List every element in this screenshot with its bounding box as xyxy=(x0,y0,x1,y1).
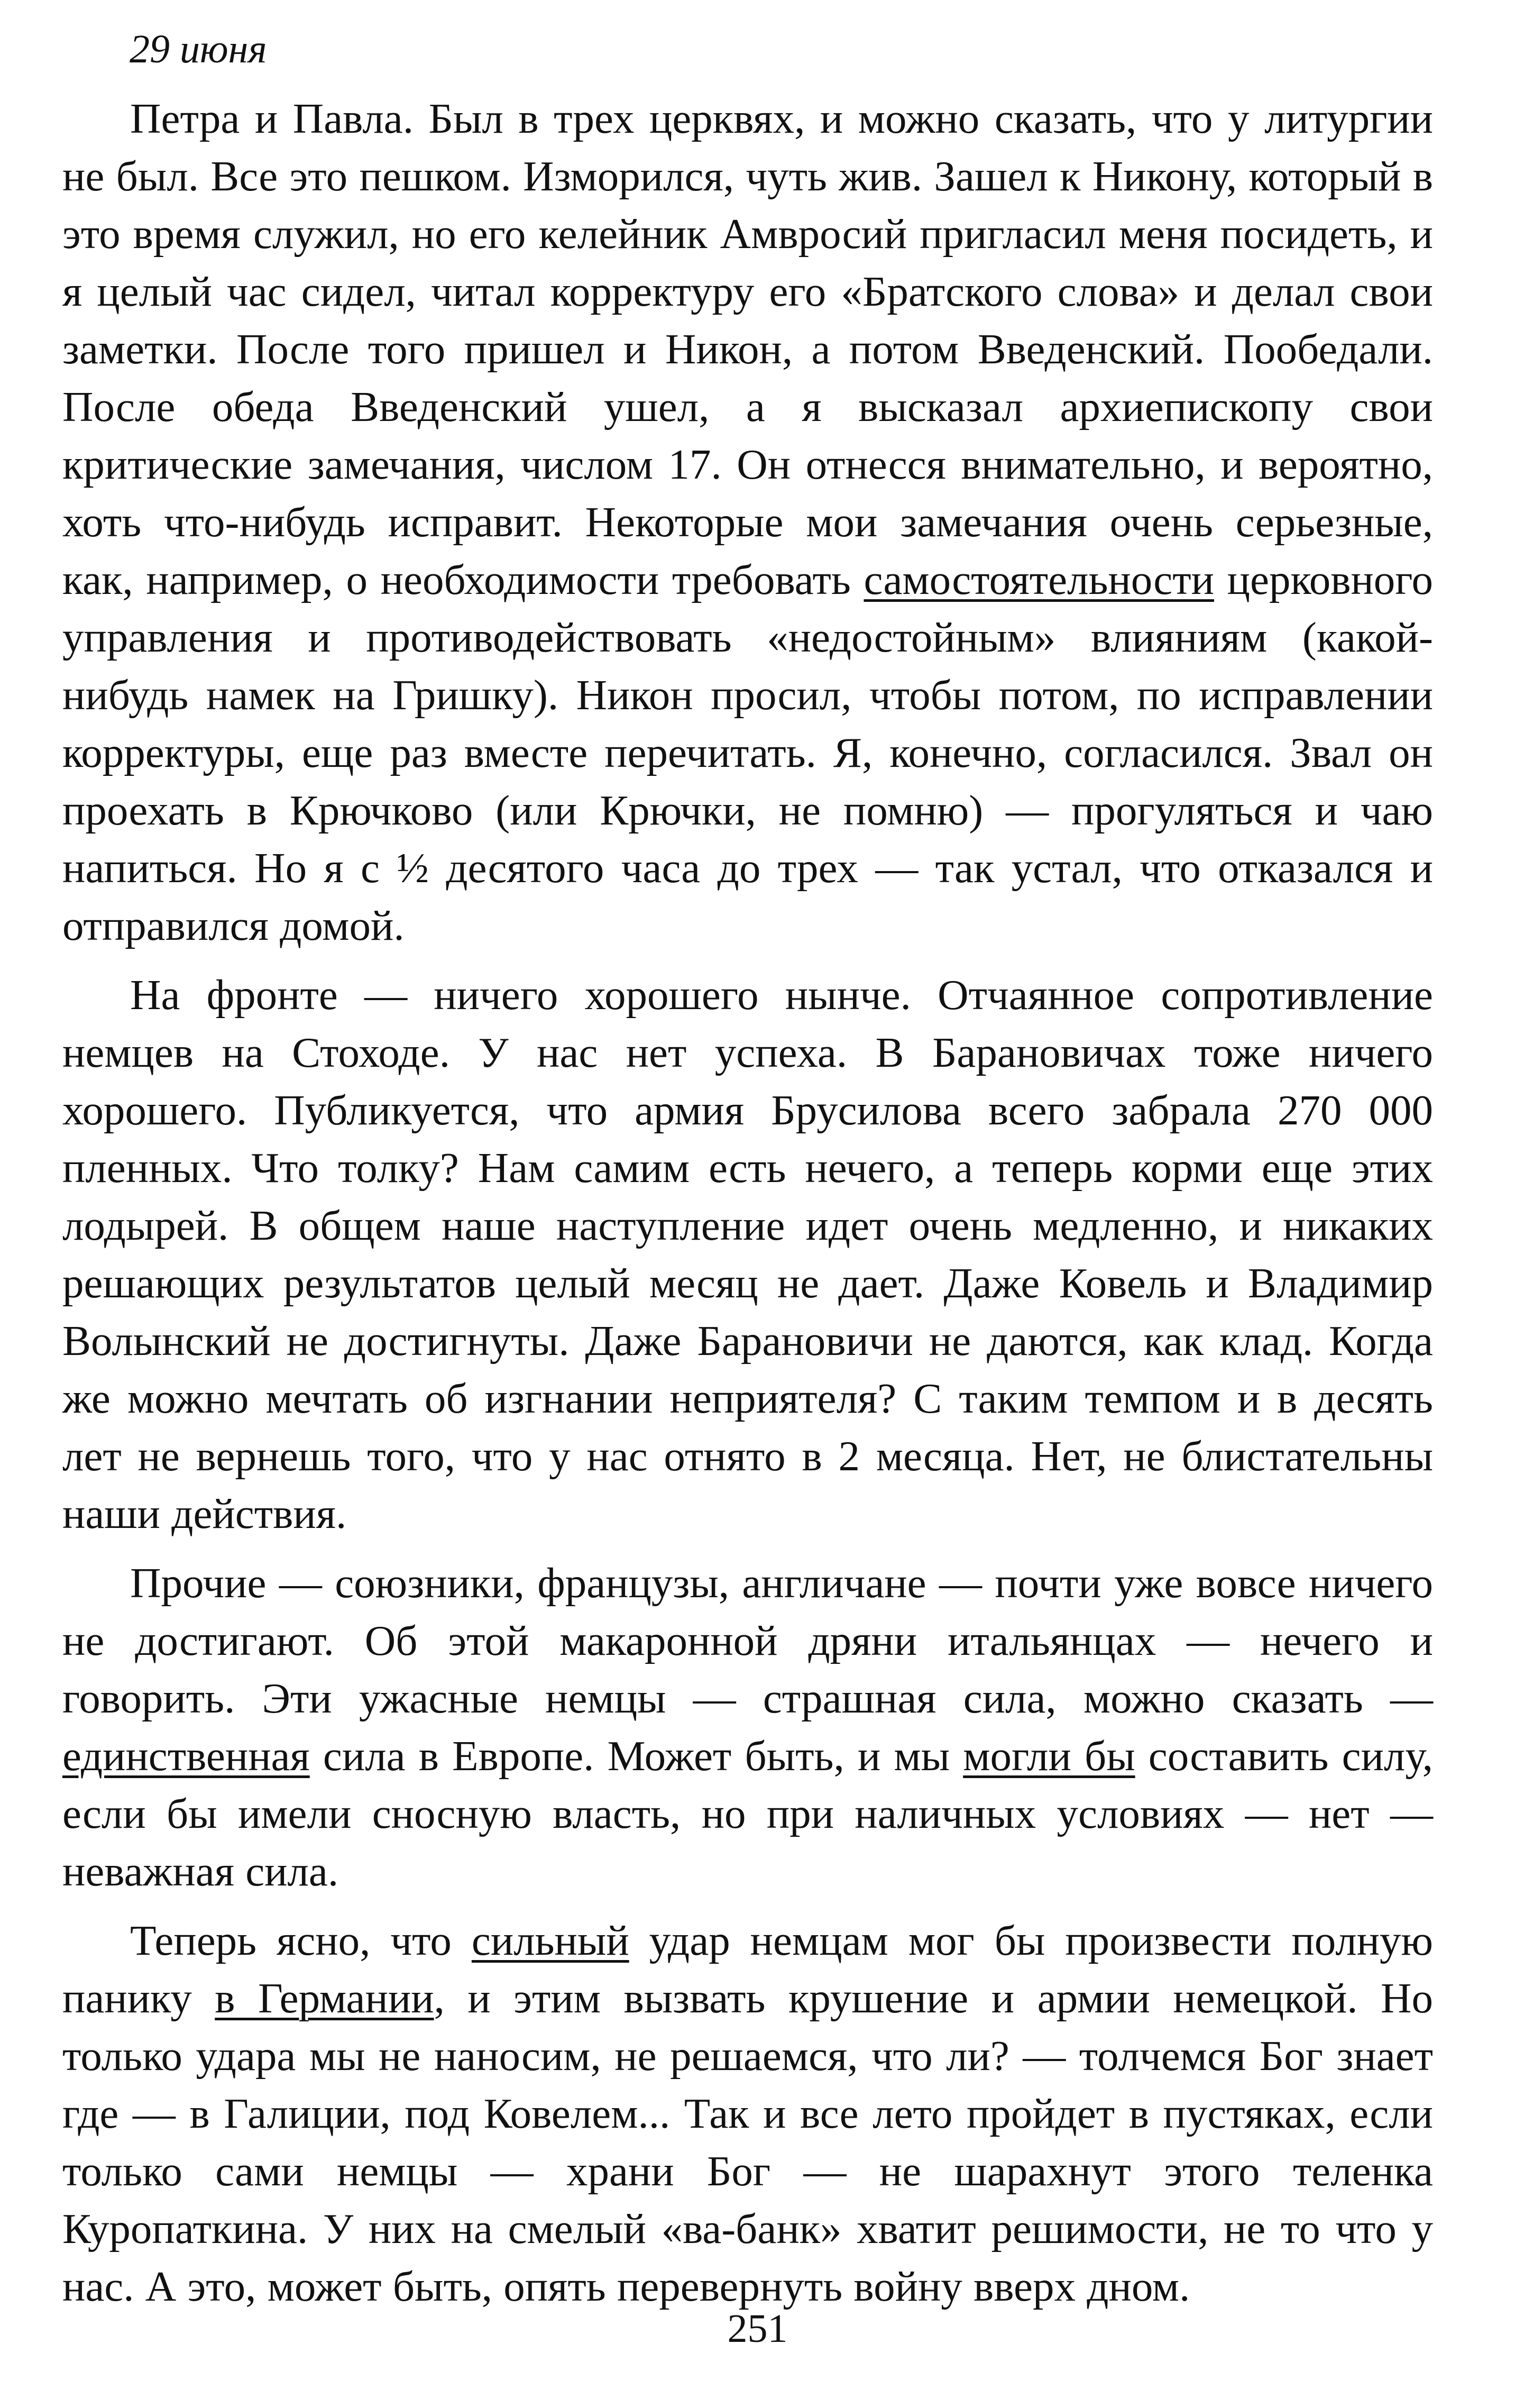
paragraph-4 xyxy=(62,1912,1433,2315)
text-segment: сила в Европе. Может быть, и мы xyxy=(309,1732,963,1780)
text-segment: На фронте — ничего хорошего нынче. Отчаянное сопротивление немцев на Стоходе. У нас нет успеха. В Барановичах тоже ничего хорошего. Публикуется, что армия Брусилова всего забрала 270 000 пленных. Что толку? Нам самим есть нечего, а теперь корми еще этих лодырей. В общем наше наступление идет очень медленно, и никаких решающих результатов целый месяц не дает. Даже Ковель и Владимир Волынский не достигнуты. Даже Барановичи не даются, как клад. Когда же можно мечтать об изгнании неприятеля? С таким темпом и в десять лет не вернешь того, что у нас отнято в 2 месяца. Нет, не блистательны наши действия. xyxy=(62,971,1433,1537)
underlined-word: в Германии xyxy=(215,1974,434,2022)
paragraph-3 xyxy=(62,1554,1433,1900)
diary-text xyxy=(62,90,1433,2327)
paragraph-2 xyxy=(62,966,1433,1543)
text-segment: Теперь ясно, что xyxy=(130,1917,472,1964)
date-heading: 29 июня xyxy=(130,27,267,71)
text-segment: удар немцам мог бы произвести полную панику xyxy=(62,1917,1433,2022)
text-segment: Петра и Павла. Был в трех церквях, и можно сказать, что у литургии не был. Все это пешком. Изморился, чуть жив. Зашел к Никону, который в это время служил, но его келейник Амвросий пригласил меня посидеть, и я целый час сидел, читал корректуру его «Братского слова» и делал свои заметки. После того пришел и Никон, а потом Введенский. Пообедали. После обеда Введенский ушел, а я высказал архиепископу свои критические замечания, числом 17. Он отнесся внимательно, и вероятно, хоть что-нибудь исправит. Некоторые мои замечания очень серьезные, как, например, о необходимости требовать xyxy=(62,95,1433,603)
underlined-word: единственная xyxy=(62,1732,310,1780)
underlined-word: самостоятельности xyxy=(864,556,1214,603)
underlined-word: сильный xyxy=(471,1917,629,1964)
page-number: 251 xyxy=(727,2306,788,2351)
text-segment: церковного управления и противодействовать «недостойным» влияниям (какой-нибудь намек на Гришку). Никон просил, чтобы потом, по исправлении корректуры, еще раз вместе перечитать. Я, конечно, согласился. Звал он проехать в Крючково (или Крючки, не помню) — прогуляться и чаю напиться. Но я с ½ десятого часа до трех — так устал, что отказался и отправился домой. xyxy=(62,556,1434,949)
text-segment: , и этим вызвать крушение и армии немецкой. Но только удара мы не наносим, не решаемся, что ли? — толчемся Бог знает где — в Галиции, под Ковелем... Так и все лето пройдет в пустяках, если только сами немцы — храни Бог — не шарахнут этого теленка Куропаткина. У них на смелый «ва-банк» хватит решимости, не то что у нас. А это, может быть, опять перевернуть войну вверх дном. xyxy=(62,1974,1434,2310)
text-segment: Прочие — союзники, французы, англичане — почти уже вовсе ничего не достигают. Об этой макаронной дряни итальянцах — нечего и говорить. Эти ужасные немцы — страшная сила, можно сказать — xyxy=(62,1559,1433,1722)
text-segment: составить силу, если бы имели сносную власть, но при наличных условиях — нет — неважная сила. xyxy=(62,1732,1433,1895)
paragraph-1 xyxy=(62,90,1433,955)
underlined-word: могли бы xyxy=(963,1732,1135,1780)
